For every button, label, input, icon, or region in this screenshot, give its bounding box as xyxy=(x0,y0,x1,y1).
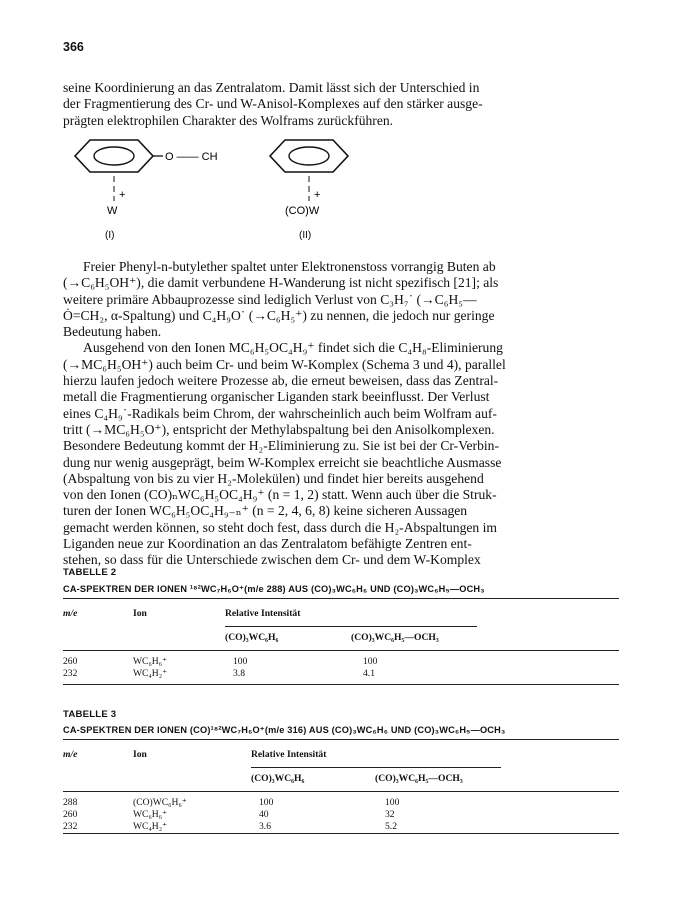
table3-row-value2: 100 xyxy=(385,797,400,808)
table2-col-me: m/e xyxy=(63,608,78,619)
table2-row-value2: 100 xyxy=(363,656,378,667)
body-line: (Abspaltung von bis zu vier H₂-Molekülen) und findet hier bereits ausgehend xyxy=(63,470,484,486)
table2-row-value1: 100 xyxy=(233,656,248,667)
intro-paragraph xyxy=(63,80,623,129)
body-line: turen der Ionen WC₆H₅OC₄H₉₋ₙ⁺ (n = 2, 4, 6, 8) keine sicheren Aussagen xyxy=(63,503,468,519)
body-line: gemacht werden können, so steht doch fest, dass durch die H₂-Abspaltungen im xyxy=(63,519,497,535)
body-line: metall die Fragmentierung organischer Liganden stark beeinflusst. Der Verlust xyxy=(63,389,490,405)
body-line: Freier Phenyl-n-butylether spaltet unter Elektronenstoss vorrangig Buten ab xyxy=(83,259,496,274)
table2-top-rule xyxy=(63,598,619,599)
body-line: Liganden neue zur Koordination an das Zentralatom befähigte Zentren ent- xyxy=(63,536,472,552)
table2-bottom-rule xyxy=(63,684,619,685)
table2-row-value1: 3.8 xyxy=(233,668,245,679)
table3-row-value2: 5.2 xyxy=(385,821,397,832)
table3-caption: CA-SPEKTREN DER IONEN (CO)¹⁸²WC₇H₆O⁺(m/e 316) AUS (CO)₃WC₆H₆ UND (CO)₃WC₆H₅—OCH₃ xyxy=(63,725,506,735)
body-line: tritt (→MC₆H₅O⁺), entspricht der Methylabspaltung bei den Anisolkomplexen. xyxy=(63,421,495,437)
body-line: von den Ionen (CO)ₙWC₆H₅OC₄H₉⁺ (n = 1, 2) statt. Wenn auch über die Struk- xyxy=(63,487,497,503)
intro-line: prägten elektrophilen Charakter des Wolframs zurückführen. xyxy=(63,112,394,128)
body-line: stehen, so dass für die Unterschiede zwischen dem Cr- und dem W-Komplex xyxy=(63,552,481,568)
table2-mid-rule xyxy=(63,650,619,651)
table3-rel-rule xyxy=(251,767,501,768)
table3-bottom-rule xyxy=(63,833,619,834)
page-number: 366 xyxy=(63,40,84,54)
table2-col-rel: Relative Intensität xyxy=(225,608,301,619)
table3-label: TABELLE 3 xyxy=(63,709,117,720)
table3-row-me: 232 xyxy=(63,821,78,832)
body-line: hierzu laufen jedoch weitere Prozesse ab, die erneut beweisen, dass das Zentral- xyxy=(63,373,499,389)
table3-row-ion: WC₄H₂⁺ xyxy=(133,821,168,832)
table3-col-me: m/e xyxy=(63,749,78,760)
body-line: weitere primäre Abbauprozesse sind lediglich Verlust von C₃H₇˙ (→C₆H₅— xyxy=(63,291,477,307)
table3-row-ion: WC₆H₆⁺ xyxy=(133,809,168,820)
table3-row-ion: (CO)WC₆H₆⁺ xyxy=(133,797,187,808)
intro-line: seine Koordinierung an das Zentralatom. Damit lässt sich der Unterschied in xyxy=(63,80,480,95)
structure-i-charge: + xyxy=(119,189,126,201)
table2-row-ion: WC₆H₆⁺ xyxy=(133,656,168,667)
table3-col-ion: Ion xyxy=(133,749,147,760)
chemical-structures-figure xyxy=(63,132,363,242)
body-text xyxy=(63,259,623,569)
structure-ii-metal: (CO)W xyxy=(285,205,320,217)
body-line: Ȯ=CH₂, α-Spaltung) und C₄H₉O˙ (→C₆H₅⁺) zu nennen, die jedoch nur geringe xyxy=(63,307,495,323)
body-line: Besondere Bedeutung kommt der H₂-Eliminierung zu. Sie ist bei der Cr-Verbin- xyxy=(63,438,499,454)
structure-i-group: O —— CH xyxy=(165,151,218,163)
table2-caption: CA-SPEKTREN DER IONEN ¹⁸²WC₇H₆O⁺(m/e 288) AUS (CO)₃WC₆H₆ UND (CO)₃WC₆H₅—OCH₃ xyxy=(63,584,485,594)
table3-col-rel: Relative Intensität xyxy=(251,749,327,760)
body-line: eines C₄H₉˙-Radikals beim Chrom, der wahrscheinlich auch beim Wolfram auf- xyxy=(63,405,497,421)
table3-row-value1: 3.6 xyxy=(259,821,271,832)
structure-i xyxy=(75,140,218,241)
table2-sub2: (CO)₃WC₆H₅—OCH₃ xyxy=(351,632,439,643)
body-line: (→C₆H₅OH⁺), die damit verbundene H-Wanderung ist nicht spezifisch [21]; als xyxy=(63,275,499,291)
structure-i-label: (I) xyxy=(105,230,115,241)
structure-i-metal: W xyxy=(107,205,118,217)
body-line: Bedeutung haben. xyxy=(63,324,162,340)
table3-row-value2: 32 xyxy=(385,809,395,820)
table3-top-rule xyxy=(63,739,619,740)
table3-sub1: (CO)₃WC₆H₆ xyxy=(251,773,305,784)
structure-ii-charge: + xyxy=(314,189,321,201)
table2-row-value2: 4.1 xyxy=(363,668,375,679)
body-line: dung nur wenig ausgeprägt, beim W-Komplex erreicht sie beachtliche Ausmasse xyxy=(63,454,502,470)
structure-ii xyxy=(270,140,348,241)
body-line: (→MC₆H₅OH⁺) auch beim Cr- und beim W-Komplex (Schema 3 und 4), parallel xyxy=(63,356,506,372)
table3-row-me: 260 xyxy=(63,809,78,820)
table2 xyxy=(63,598,619,688)
body-line: Ausgehend von den Ionen MC₆H₅OC₄H₉⁺ findet sich die C₄H₈-Eliminierung xyxy=(83,340,503,356)
table2-row-me: 232 xyxy=(63,668,78,679)
table2-col-ion: Ion xyxy=(133,608,147,619)
table3-sub2: (CO)₃WC₆H₅—OCH₃ xyxy=(375,773,463,784)
table3-mid-rule xyxy=(63,791,619,792)
table3-row-value1: 40 xyxy=(259,809,269,820)
table3-row-value1: 100 xyxy=(259,797,274,808)
table2-row-ion: WC₄H₂⁺ xyxy=(133,668,168,679)
table3-row-me: 288 xyxy=(63,797,78,808)
table2-label: TABELLE 2 xyxy=(63,567,117,578)
intro-line: der Fragmentierung des Cr- und W-Anisol-Komplexes auf den stärker ausge- xyxy=(63,96,483,112)
table3 xyxy=(63,739,619,837)
table2-rel-rule xyxy=(225,626,477,627)
table2-row-me: 260 xyxy=(63,656,78,667)
structure-ii-label: (II) xyxy=(299,230,312,241)
table2-sub1: (CO)₃WC₆H₆ xyxy=(225,632,279,643)
